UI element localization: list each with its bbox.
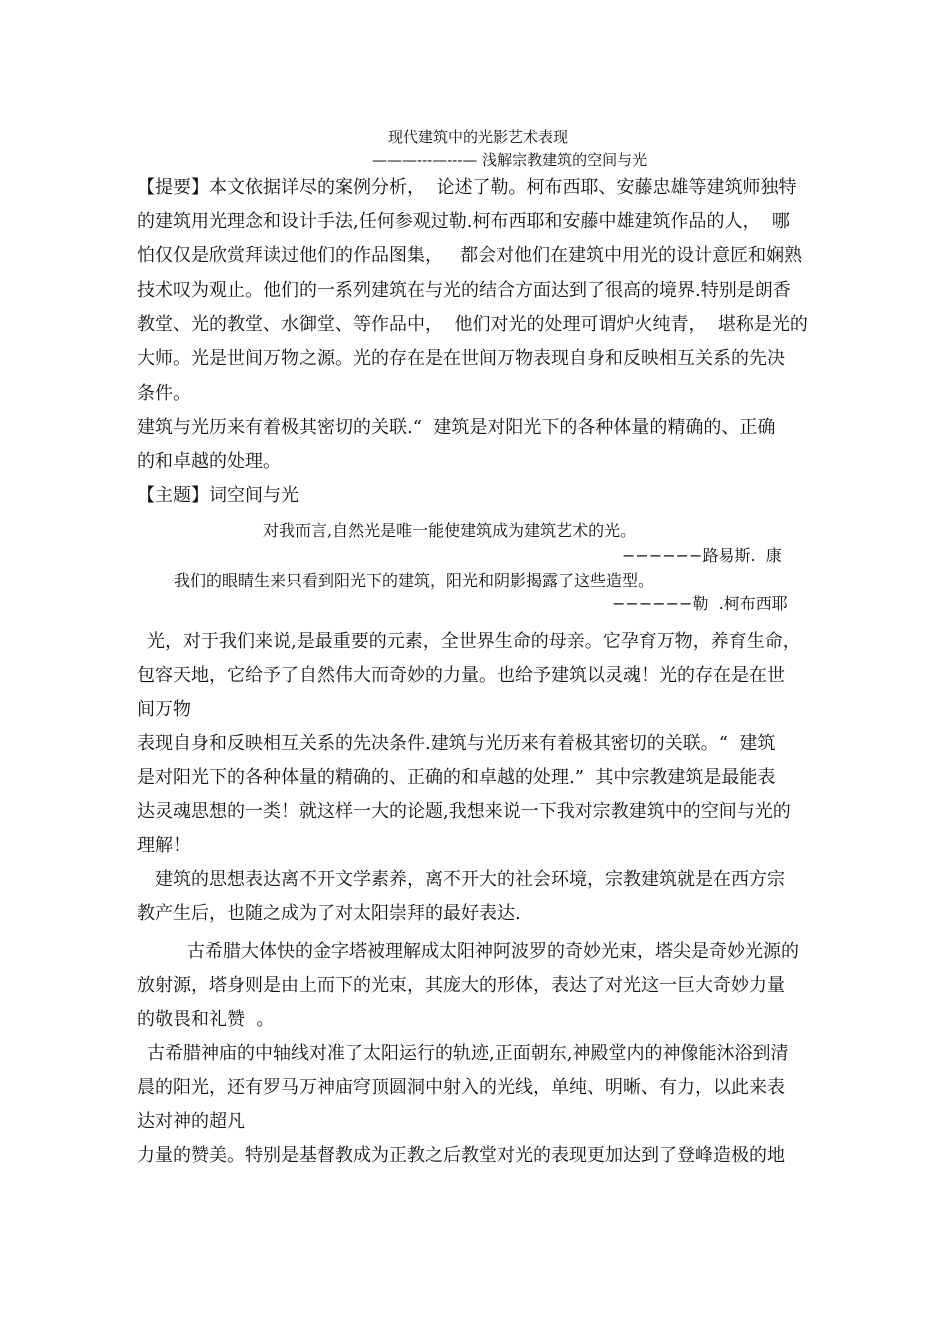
document-subtitle: ———---—---— 浅解宗教建筑的空间与光	[372, 151, 648, 169]
body-line: 达对神的超凡	[137, 1111, 245, 1132]
abstract-line: 【提要】本文依据详尽的案例分析， 论述了勒。柯布西耶、安藤忠雄等建筑师独特	[137, 177, 797, 198]
abstract-line: 的和卓越的处理。	[137, 451, 281, 472]
body-line: 教产生后，也随之成为了对太阳崇拜的最好表达.	[137, 903, 521, 924]
abstract-line: 的建筑用光理念和设计手法,任何参观过勒.柯布西耶和安藤中雄建筑作品的人， 哪	[137, 211, 790, 232]
quote-2-attribution: −−−−−−勒 .柯布西耶	[612, 594, 788, 613]
body-line: 达灵魂思想的一类！就这样一大的论题,我想来说一下我对宗教建筑中的空间与光的	[137, 801, 791, 822]
body-line: 光，对于我们来说,是最重要的元素，全世界生命的母亲。它孕育万物，养育生命，	[147, 631, 801, 652]
topic-line: 【主题】词空间与光	[137, 485, 299, 506]
abstract-line: 教堂、光的教堂、水御堂、等作品中， 他们对光的处理可谓炉火纯青， 堪称是光的	[137, 314, 808, 335]
body-line: 的敬畏和礼赞 。	[137, 1009, 275, 1030]
document-title: 现代建筑中的光影艺术表现	[388, 128, 569, 146]
abstract-line: 条件。	[137, 383, 191, 404]
body-line: 是对阳光下的各种体量的精确的、正确的和卓越的处理.” 其中宗教建筑是最能表	[137, 767, 776, 788]
body-line: 建筑的思想表达离不开文学素养，离不开大的社会环境，宗教建筑就是在西方宗	[155, 869, 785, 890]
quote-1: 对我而言,自然光是唯一能使建筑成为建筑艺术的光。	[263, 521, 637, 540]
abstract-line: 怕仅仅是欣赏拜读过他们的作品图集， 都会对他们在建筑中用光的设计意匠和娴熟	[137, 245, 803, 266]
abstract-line: 建筑与光历来有着极其密切的关联.“ 建筑是对阳光下的各种体量的精确的、正确	[137, 417, 776, 438]
body-line: 力量的赞美。特别是基督教成为正教之后教堂对光的表现更加达到了登峰造极的地	[137, 1145, 785, 1166]
quote-1-attribution: −−−−−−路易斯. 康	[622, 546, 782, 565]
body-line: 理解！	[137, 835, 191, 856]
body-line: 包容天地，它给予了自然伟大而奇妙的力量。也给予建筑以灵魂！光的存在是在世	[137, 665, 785, 686]
abstract-line: 技术叹为观止。他们的一系列建筑在与光的结合方面达到了很高的境界.特别是朗香	[137, 280, 791, 301]
body-line: 古希腊神庙的中轴线对准了太阳运行的轨迹,正面朝东,神殿堂内的神像能沐浴到清	[147, 1043, 789, 1064]
quote-2: 我们的眼睛生来只看到阳光下的建筑，阳光和阴影揭露了这些造型。	[174, 571, 655, 590]
body-line: 晨的阳光，还有罗马万神庙穹顶圆洞中射入的光线，单纯、明晰、有力，以此来表	[137, 1077, 785, 1098]
body-line: 间万物	[137, 699, 191, 720]
body-line: 古希腊大体快的金字塔被理解成太阳神阿波罗的奇妙光束，塔尖是奇妙光源的	[187, 941, 799, 962]
abstract-line: 大师。光是世间万物之源。光的存在是在世间万物表现自身和反映相互关系的先决	[137, 348, 785, 369]
body-line: 放射源，塔身则是由上而下的光束，其庞大的形体，表达了对光这一巨大奇妙力量	[137, 975, 785, 996]
body-line: 表现自身和反映相互关系的先决条件.建筑与光历来有着极其密切的关联。“ 建筑	[137, 733, 776, 754]
